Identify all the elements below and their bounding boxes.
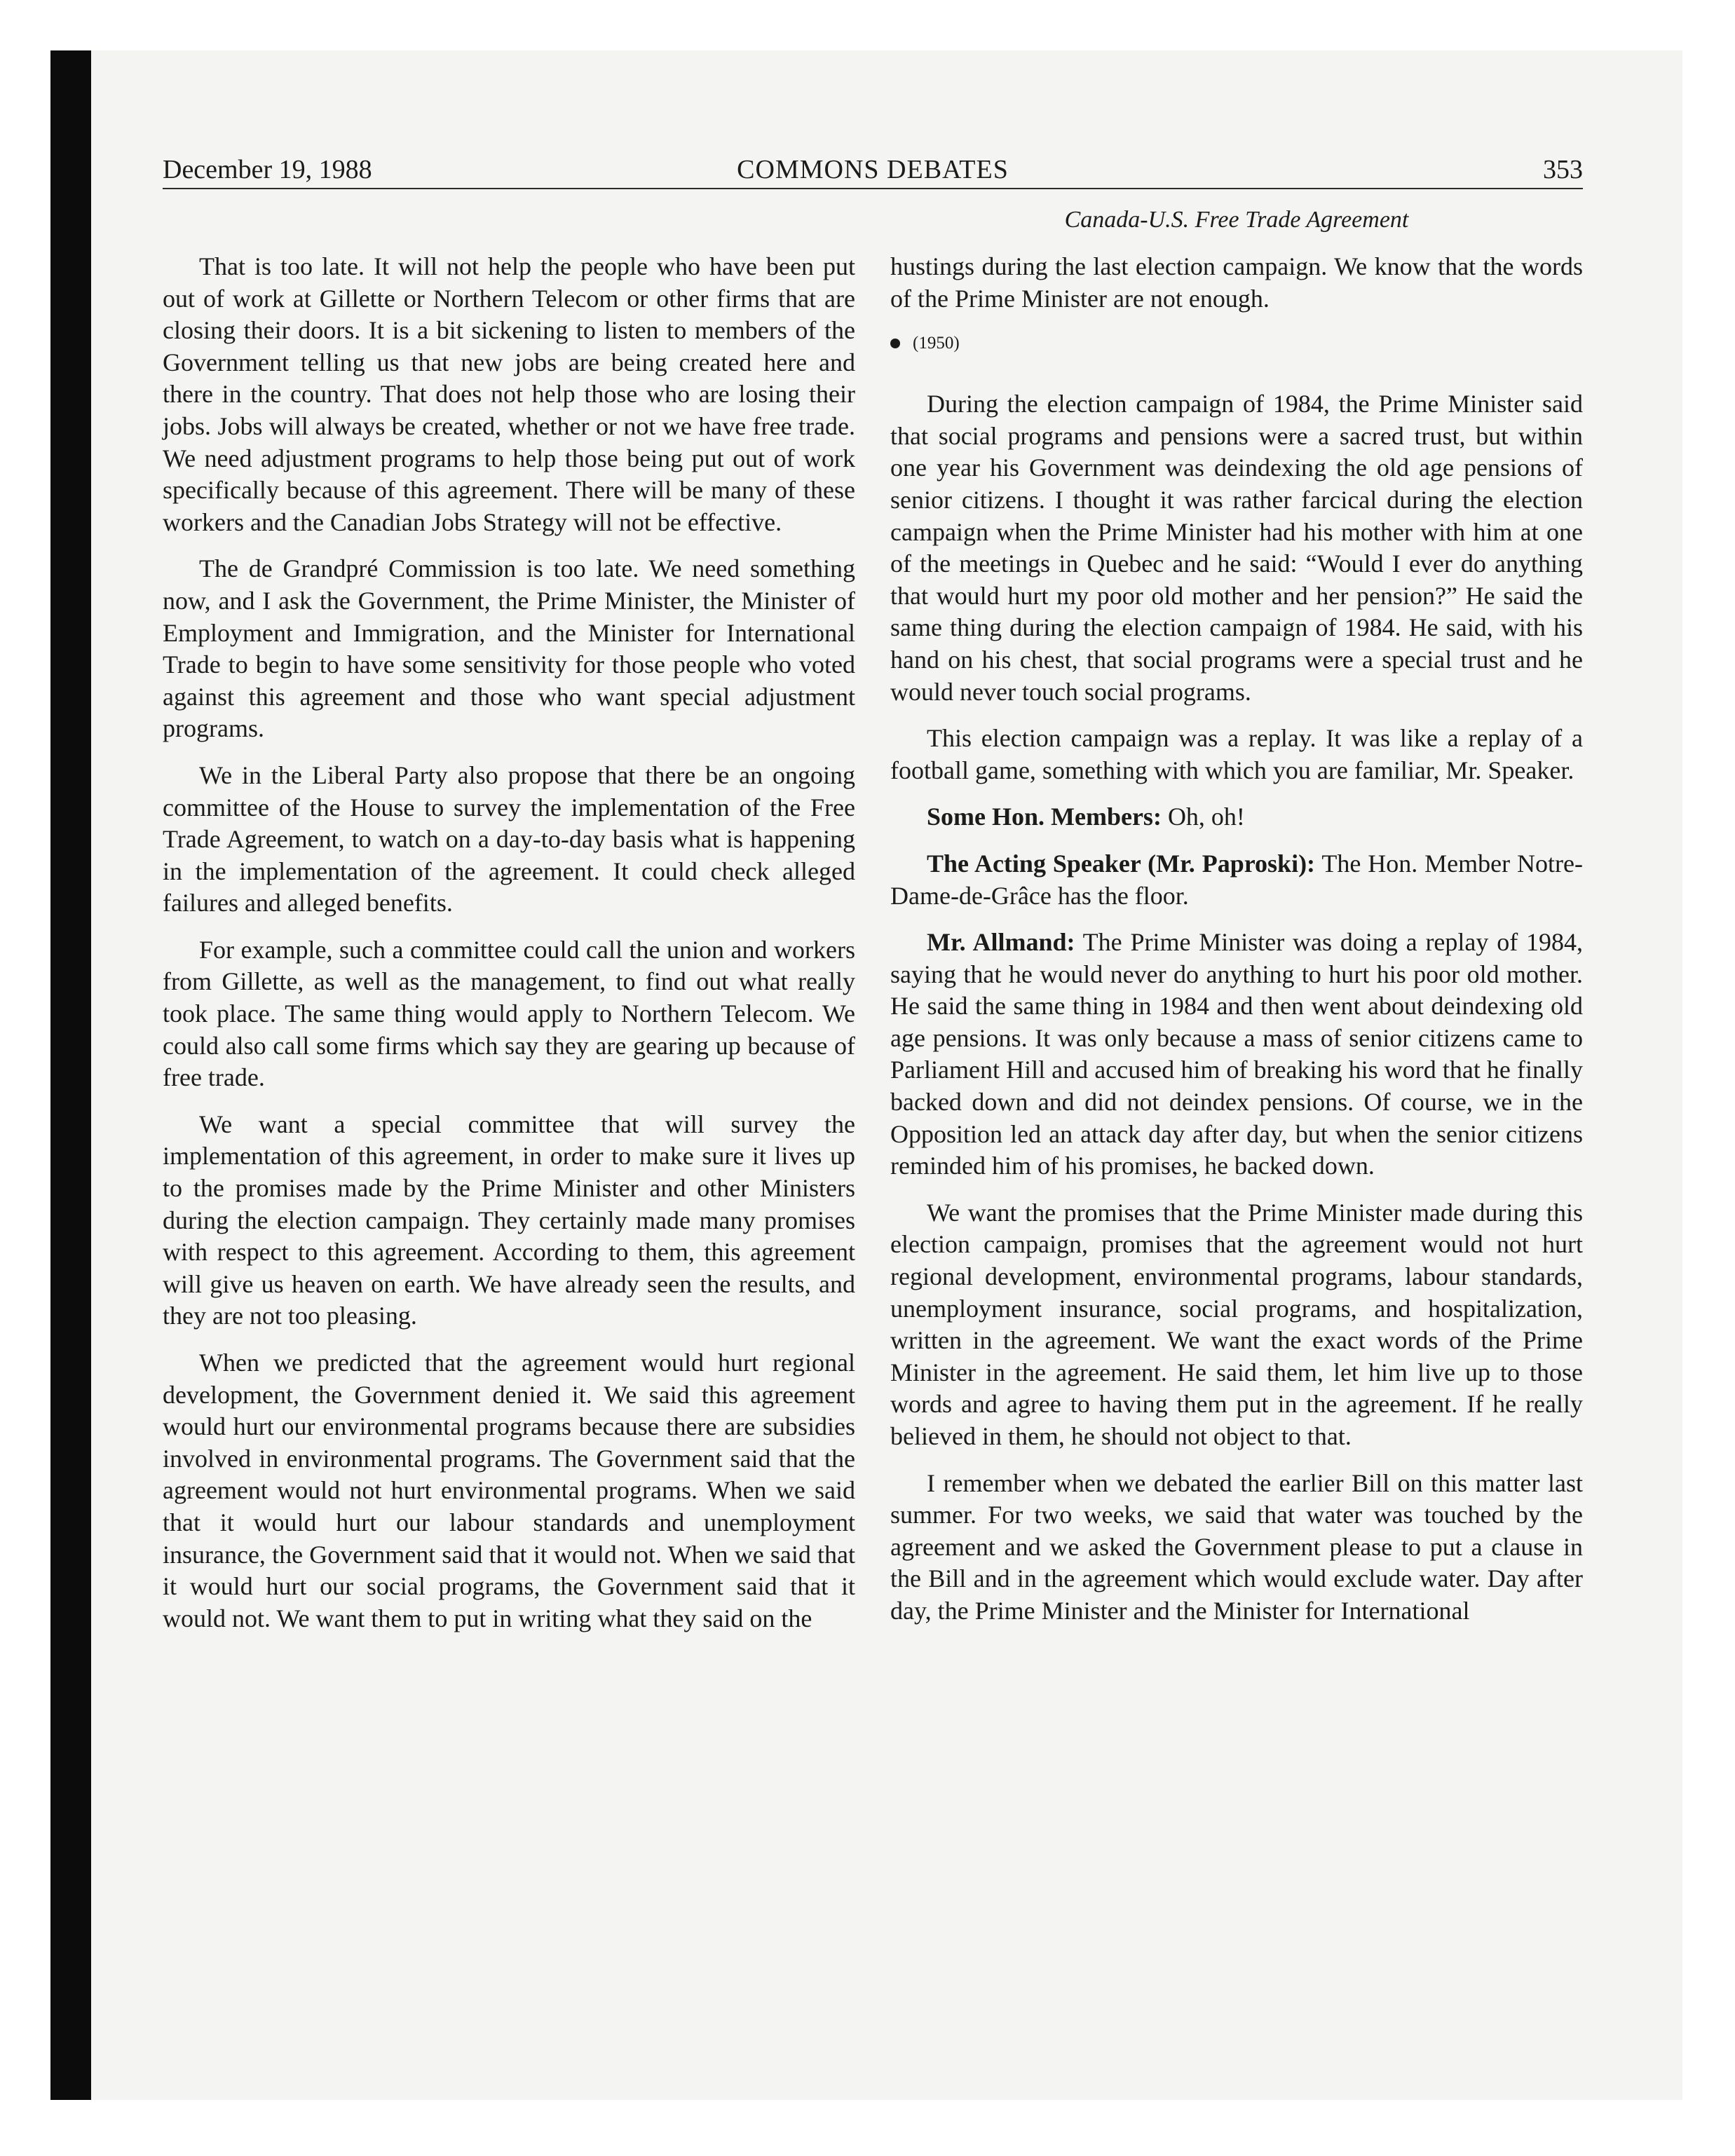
paragraph: The de Grandpré Commission is too late. We need something now, and I ask the Government, the Prime Minister, the Minister of Employment and Immigration, and the Minister for International Trade to begin to have some sensitivity for those people who voted against this agreement and those who want special adjustment programs. [163,554,855,743]
chair-statement [890,848,1583,912]
paragraph: We in the Liberal Party also propose that there be an ongoing committee of the House to survey the implementation of the Free Trade Agreement, to watch on a day-to-day basis what is happening in the implementation of the agreement. It could check alleged failures and alleged benefits. [163,760,855,917]
timestamp [890,329,1583,357]
paragraph: This election campaign was a replay. It was like a replay of a football game, something with which you are familiar, Mr. Speaker. [890,724,1583,784]
paragraph: We want the promises that the Prime Minister made during this election campaign, promises that the agreement would not hurt regional development, environmental programs, labour standards, unemployment insurance, social programs, and hospitalization, written in the agreement. We want the exact words of the Prime Minister in the agreement. He said them, let him live up to those words and agree to having them put in the agreement. If he really believed in them, he should not object to that. [890,1198,1583,1450]
speech-text: Oh, oh! [1167,803,1245,831]
running-subhead: Canada-U.S. Free Trade Agreement [1064,207,1409,233]
bullet-icon [890,339,900,348]
binding-edge [50,50,91,2100]
speaker-name: Mr. Allmand: [927,928,1075,957]
header-title: COMMONS DEBATES [737,155,1009,184]
header-rule [163,188,1583,189]
header-date: December 19, 1988 [163,155,372,184]
timestamp-text: (1950) [913,334,960,353]
speech [890,927,1583,1182]
speech-text: The Hon. Member Notre-Dame-de-Grâce has the floor. [890,849,1583,910]
interjection [890,801,1583,833]
speaker-name: The Acting Speaker (Mr. Paproski): [927,849,1316,878]
left-column [163,251,855,1649]
page-header [163,153,1583,186]
speech-text: The Prime Minister was doing a replay of 1984, saying that he would never do anything to hurt his poor old mother. He said the same thing in 1984 and then went about deindexing old age pensions. It was only because a mass of senior citizens came to Parliament Hill and accused him of breaking his word that he finally backed down and did not deindex pensions. Of course, we in the Opposition led an attack day after day, but when the senior citizens reminded him of his promises, he backed down. [890,928,1584,1180]
paragraph: During the election campaign of 1984, the Prime Minister said that social programs and pensions were a sacred trust, but within one year his Government was deindexing the old age pensions of senior citizens. I thought it was rather farcical during the election campaign when the Prime Minister had his mother with him at one of the meetings in Quebec and he said: “Would I ever do anything that would hurt my poor old mother and her pension?” He said the same thing during the election campaign of 1984. He said, with his hand on his chest, that social programs were a special trust and he would never touch social programs. [890,390,1583,706]
speaker-name: Some Hon. Members: [927,803,1162,831]
paragraph-continuation: hustings during the last election campaign. We know that the words of the Prime Minister are not enough. [890,252,1583,313]
paragraph: When we predicted that the agreement would hurt regional development, the Government denied it. We said this agreement would hurt our environmental programs because there are subsidies involved in environmental programs. The Government said that the agreement would not hurt environmental programs. When we said that it would hurt our labour standards and unemployment insurance, the Government said that it would not. When we said that it would hurt our social programs, the Government said that it would not. We want them to put in writing what they said on the [163,1349,855,1632]
paragraph: For example, such a committee could call the union and workers from Gillette, as well as the management, to find out what really took place. The same thing would apply to Northern Telecom. We could also call some firms which say they are gearing up because of free trade. [163,935,855,1092]
right-column [890,251,1583,1642]
page-number: 353 [1543,155,1583,184]
paragraph: We want a special committee that will survey the implementation of this agreement, in order to make sure it lives up to the promises made by the Prime Minister and other Ministers during the election campaign. They certainly made many promises with respect to this agreement. According to them, this agreement will give us heaven on earth. We have already seen the results, and they are not too pleasing. [163,1110,855,1330]
paragraph: That is too late. It will not help the people who have been put out of work at Gillette or Northern Telecom or other firms that are closing their doors. It is a bit sickening to listen to members of the Government telling us that new jobs are being created here and there in the country. That does not help those who are losing their jobs. Jobs will always be created, whether or not we have free trade. We need adjustment programs to help those being put out of work specifically because of this agreement. There will be many of these workers and the Canadian Jobs Strategy will not be effective. [163,252,855,536]
paragraph: I remember when we debated the earlier Bill on this matter last summer. For two weeks, we said that water was touched by the agreement and we asked the Government please to put a clause in the Bill and in the agreement which would exclude water. Day after day, the Prime Minister and the Minister for International [890,1468,1583,1625]
